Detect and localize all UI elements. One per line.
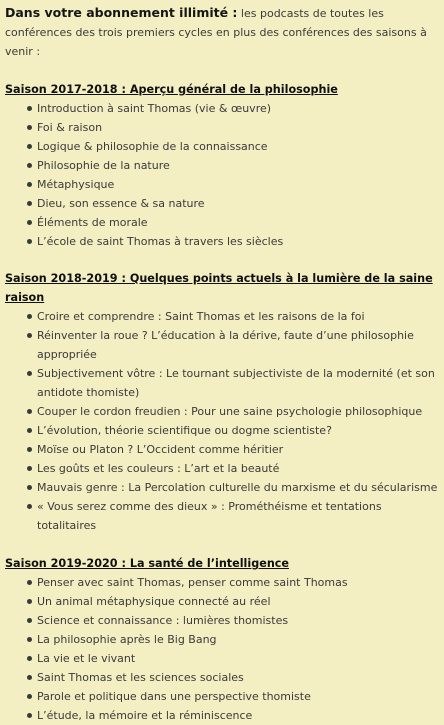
season-title-2019-2020[interactable]: Saison 2019-2020 : La santé de l’intelligence xyxy=(5,557,289,570)
list-item: Parole et politique dans une perspective thomiste xyxy=(37,687,440,706)
list-item: La vie et le vivant xyxy=(37,649,440,668)
season-title-2018-2019[interactable]: Saison 2018-2019 : Quelques points actuels à la lumière de la saine raison xyxy=(5,272,433,304)
list-item: Subjectivement vôtre : Le tournant subjectiviste de la modernité (et son antidote thomiste) xyxy=(37,364,440,402)
season-2019-2020 xyxy=(5,554,440,725)
list-item: Croire et comprendre : Saint Thomas et les raisons de la foi xyxy=(37,307,440,326)
list-item: Penser avec saint Thomas, penser comme saint Thomas xyxy=(37,573,440,592)
season-2017-2018 xyxy=(5,80,440,251)
list-item: Mauvais genre : La Percolation culturelle du marxisme et du sécularisme xyxy=(37,478,440,497)
intro-paragraph xyxy=(5,0,440,61)
season-title-2017-2018[interactable]: Saison 2017-2018 : Aperçu général de la philosophie xyxy=(5,83,338,96)
list-item: Couper le cordon freudien : Pour une saine psychologie philosophique xyxy=(37,402,440,421)
list-item: Logique & philosophie de la connaissance xyxy=(37,137,440,156)
list-item: Un animal métaphysique connecté au réel xyxy=(37,592,440,611)
intro-text: les podcasts de toutes les conférences des trois premiers cycles en plus des conférences des saisons à venir : xyxy=(5,7,427,58)
list-item: Moïse ou Platon ? L’Occident comme héritier xyxy=(37,440,440,459)
list-item: Science et connaissance : lumières thomistes xyxy=(37,611,440,630)
list-item: La philosophie après le Big Bang xyxy=(37,630,440,649)
list-item: Réinventer la roue ? L’éducation à la dérive, faute d’une philosophie appropriée xyxy=(37,326,440,364)
list-item: Éléments de morale xyxy=(37,213,440,232)
list-item: L’étude, la mémoire et la réminiscence xyxy=(37,706,440,725)
list-item: Saint Thomas et les sciences sociales xyxy=(37,668,440,687)
list-item: Dieu, son essence & sa nature xyxy=(37,194,440,213)
list-item: Philosophie de la nature xyxy=(37,156,440,175)
list-item: Introduction à saint Thomas (vie & œuvre) xyxy=(37,99,440,118)
list-item: Foi & raison xyxy=(37,118,440,137)
list-item: « Vous serez comme des dieux » : Prométhéisme et tentations totalitaires xyxy=(37,497,440,535)
season-2018-2019 xyxy=(5,269,440,535)
list-item: Métaphysique xyxy=(37,175,440,194)
list-item: Les goûts et les couleurs : L’art et la beauté xyxy=(37,459,440,478)
intro-lead: Dans votre abonnement illimité : xyxy=(5,5,238,20)
list-item: L’évolution, théorie scientifique ou dogme scientiste? xyxy=(37,421,440,440)
season-list-2019-2020 xyxy=(5,573,440,725)
list-item: L’école de saint Thomas à travers les siècles xyxy=(37,232,440,251)
season-list-2018-2019 xyxy=(5,307,440,535)
season-list-2017-2018 xyxy=(5,99,440,251)
